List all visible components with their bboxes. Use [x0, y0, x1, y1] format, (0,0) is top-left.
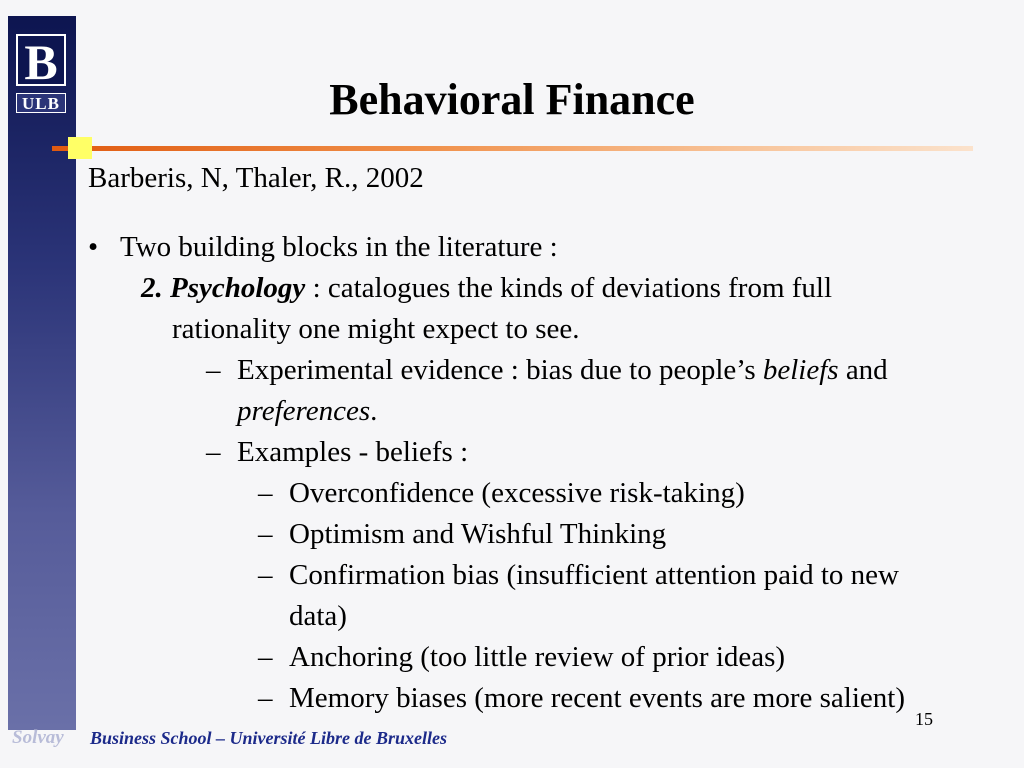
sub1-line: [237, 353, 888, 387]
sub2-dash: –: [206, 436, 221, 468]
example-dash: –: [258, 682, 273, 714]
example-dash: –: [258, 559, 273, 591]
sub1-and: and: [838, 354, 888, 386]
logo-b: B: [16, 34, 66, 86]
sub1-period: .: [370, 395, 378, 427]
sub1-preferences: preferences: [237, 395, 371, 427]
example-dash: –: [258, 641, 273, 673]
section-text-cont: rationality one might expect to see.: [172, 313, 580, 345]
sub1-line-cont: [237, 394, 377, 428]
sub1-beliefs: beliefs: [762, 354, 839, 386]
section-line: [141, 271, 832, 305]
footer-solvay: Solvay: [12, 727, 64, 748]
example-item: Confirmation bias (insufficient attention paid to new: [289, 559, 899, 591]
sub1-dash: –: [206, 354, 221, 386]
reference-line: Barberis, N, Thaler, R., 2002: [88, 162, 424, 194]
sub2-text: Examples - beliefs :: [237, 436, 469, 468]
slide-number: 15: [915, 709, 933, 729]
example-item: Memory biases (more recent events are more salient): [289, 682, 905, 714]
slide-title: Behavioral Finance: [329, 75, 695, 124]
sub1-text: Experimental evidence : bias due to people’s: [237, 354, 763, 386]
accent-square: [68, 137, 92, 159]
example-dash: –: [258, 477, 273, 509]
example-item: Anchoring (too little review of prior ideas): [289, 641, 786, 673]
example-item: Optimism and Wishful Thinking: [289, 518, 667, 550]
example-dash: –: [258, 518, 273, 550]
footer-school: Business School – Université Libre de Bruxelles: [90, 728, 448, 748]
bullet-marker: •: [88, 231, 99, 263]
section-text: : catalogues the kinds of deviations from full: [305, 272, 833, 304]
example-item-cont: data): [289, 600, 347, 632]
section-label: 2. Psychology: [141, 272, 306, 304]
title-underline: [52, 146, 973, 151]
logo-ulb: ULB: [16, 93, 66, 113]
bullet-text: Two building blocks in the literature :: [120, 231, 558, 263]
example-item: Overconfidence (excessive risk-taking): [289, 477, 745, 509]
